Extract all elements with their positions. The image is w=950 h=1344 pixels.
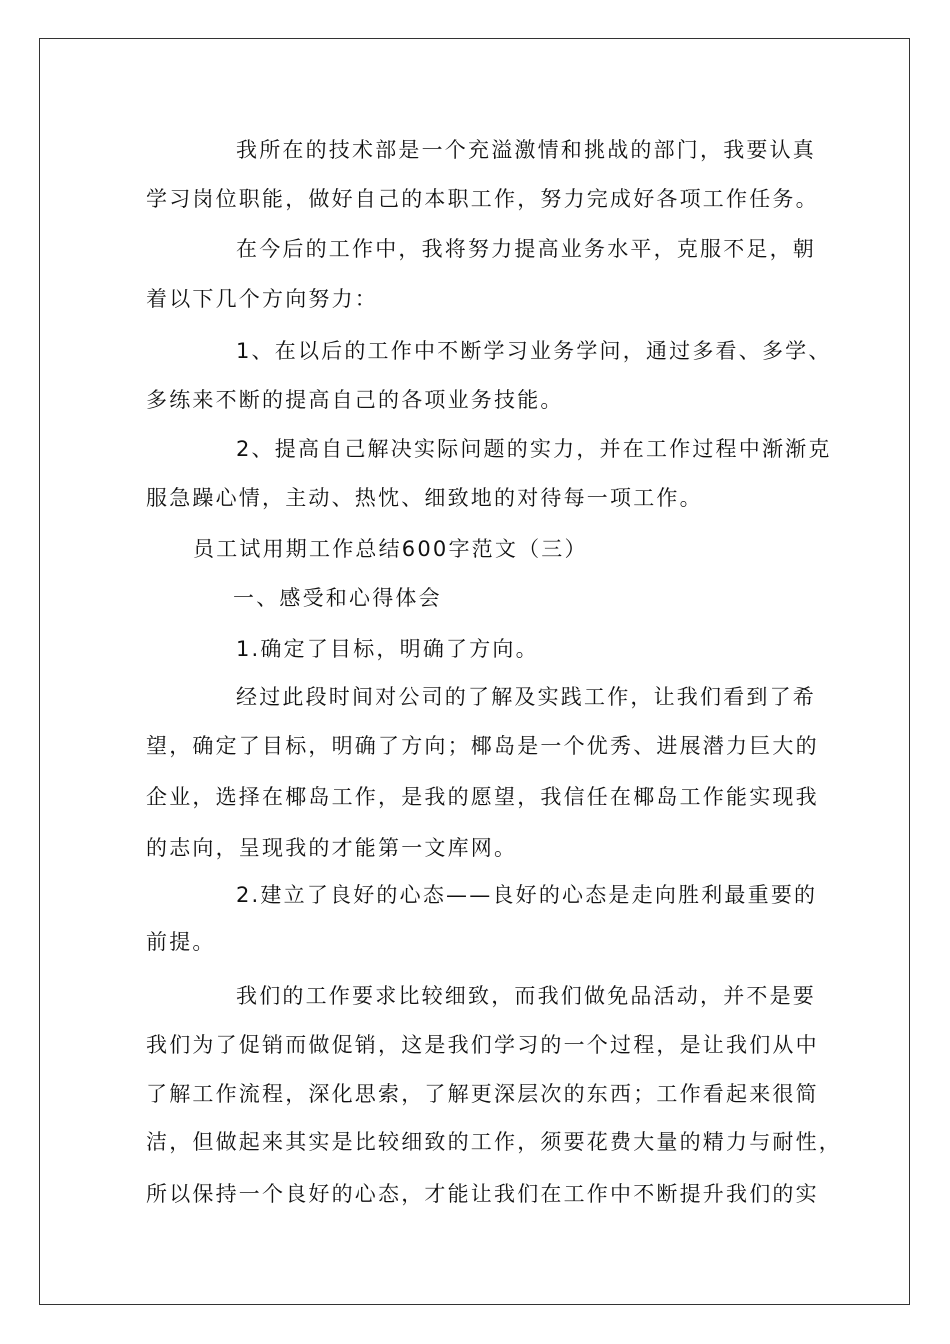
paragraph-3-line-2: 望，确定了目标，明确了方向；椰岛是一个优秀、进展潜力巨大的 — [146, 734, 819, 758]
paragraph-3-line-1: 经过此段时间对公司的了解及实践工作，让我们看到了希 — [236, 685, 816, 709]
paragraph-4-line-4: 洁，但做起来其实是比较细致的工作，须要花费大量的精力与耐性， — [146, 1130, 842, 1154]
paragraph-3-line-3: 企业，选择在椰岛工作，是我的愿望，我信任在椰岛工作能实现我 — [146, 785, 819, 809]
subheading-2-line-2: 前提。 — [146, 930, 216, 954]
paragraph-2-line-1: 在今后的工作中，我将努力提高业务水平，克服不足，朝 — [236, 237, 816, 261]
section-heading: 一、感受和心得体会 — [233, 586, 442, 610]
paragraph-4-line-3: 了解工作流程，深化思索，了解更深层次的东西；工作看起来很简 — [146, 1082, 819, 1106]
section-title: 员工试用期工作总结600字范文（三） — [193, 537, 588, 561]
subheading-1: 1.确定了目标，明确了方向。 — [236, 637, 539, 661]
paragraph-1-line-1: 我所在的技术部是一个充溢激情和挑战的部门，我要认真 — [236, 138, 816, 162]
paragraph-4-line-2: 我们为了促销而做促销，这是我们学习的一个过程，是让我们从中 — [146, 1033, 819, 1057]
paragraph-2-line-2: 着以下几个方向努力： — [146, 287, 378, 311]
list-item-1-line-2: 多练来不断的提高自己的各项业务技能。 — [146, 388, 564, 412]
list-item-2-line-2: 服急躁心情，主动、热忱、细致地的对待每一项工作。 — [146, 486, 703, 510]
paragraph-4-line-5: 所以保持一个良好的心态，才能让我们在工作中不断提升我们的实 — [146, 1182, 819, 1206]
paragraph-1-line-2: 学习岗位职能，做好自己的本职工作，努力完成好各项工作任务。 — [146, 187, 819, 211]
list-item-1-line-1: 1、在以后的工作中不断学习业务学问，通过多看、多学、 — [236, 339, 832, 363]
list-item-2-line-1: 2、提高自己解决实际问题的实力，并在工作过程中渐渐克 — [236, 437, 832, 461]
subheading-2-line-1: 2.建立了良好的心态——良好的心态是走向胜利最重要的 — [236, 883, 818, 907]
paragraph-3-line-4: 的志向，呈现我的才能第一文库网。 — [146, 836, 518, 860]
paragraph-4-line-1: 我们的工作要求比较细致，而我们做免品活动，并不是要 — [236, 984, 816, 1008]
